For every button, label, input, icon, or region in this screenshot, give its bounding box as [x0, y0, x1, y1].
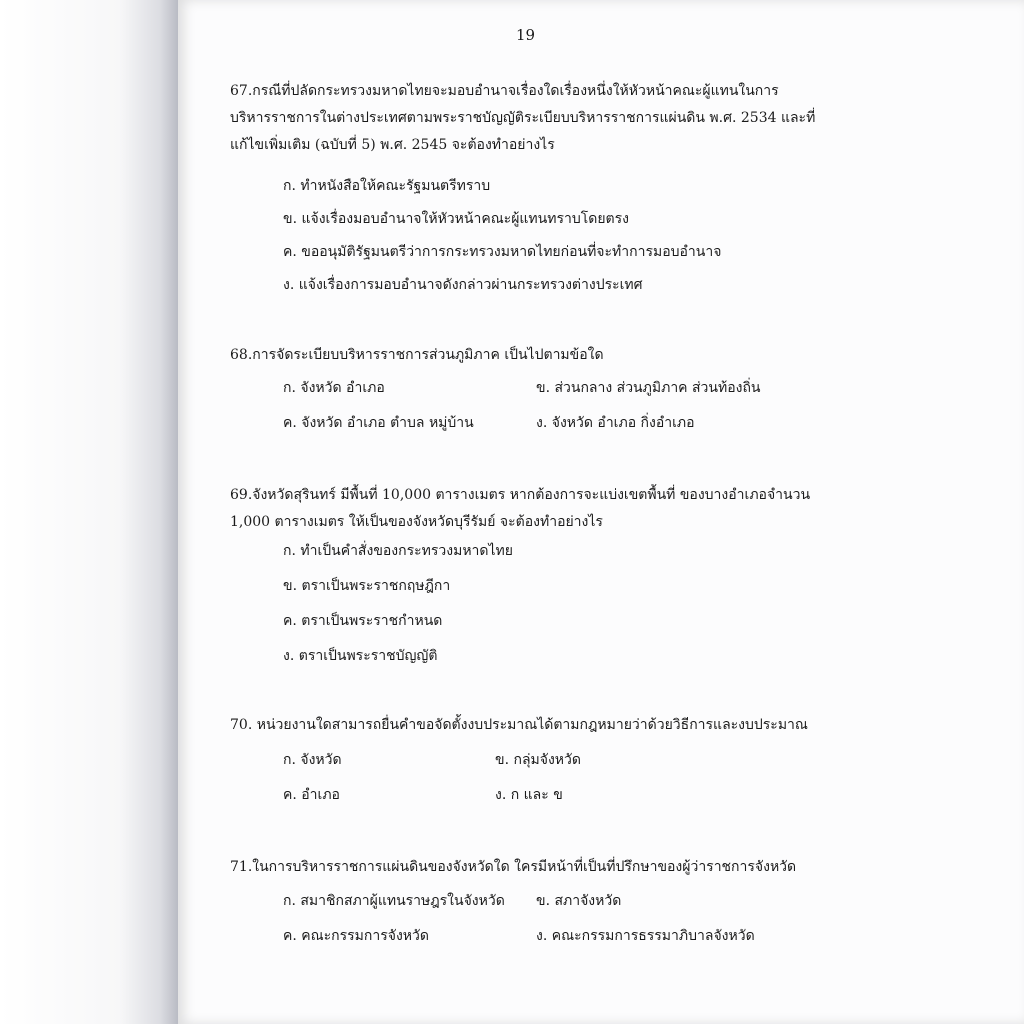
question-67-option-a: ก. ทำหนังสือให้คณะรัฐมนตรีทราบ	[283, 178, 491, 194]
question-68-option-b: ข. ส่วนกลาง ส่วนภูมิภาค ส่วนท้องถิ่น	[536, 380, 761, 396]
question-68-option-c: ค. จังหวัด อำเภอ ตำบล หมู่บ้าน	[283, 415, 474, 431]
question-71-option-d: ง. คณะกรรมการธรรมาภิบาลจังหวัด	[536, 928, 755, 944]
question-67-option-d: ง. แจ้งเรื่องการมอบอำนาจดังกล่าวผ่านกระทรวงต่างประเทศ	[283, 277, 643, 293]
question-68-option-a: ก. จังหวัด อำเภอ	[283, 380, 385, 396]
page-number: 19	[516, 26, 536, 44]
binding-shadow	[0, 0, 178, 1024]
question-70: 70. หน่วยงานใดสามารถยื่นคำขอจัดตั้งงบประมาณได้ตามกฎหมายว่าด้วยวิธีการและงบประมาณ	[230, 717, 808, 733]
question-70-option-b: ข. กลุ่มจังหวัด	[495, 752, 581, 768]
question-69-option-c: ค. ตราเป็นพระราชกำหนด	[283, 613, 443, 629]
question-69-option-b: ข. ตราเป็นพระราชกฤษฎีกา	[283, 578, 451, 594]
question-70-option-d: ง. ก และ ข	[495, 787, 563, 803]
question-71-option-b: ข. สภาจังหวัด	[536, 893, 622, 909]
question-69: 69.จังหวัดสุรินทร์ มีพื้นที่ 10,000 ตารางเมตร หากต้องการจะแบ่งเขตพื้นที่ ของบางอำเภอจำนวน 1,000 ตารางเมตร ให้เป็นของจังหวัดบุรีรัมย์ จะต้องทำอย่างไร	[230, 487, 811, 530]
question-67-option-b: ข. แจ้งเรื่องมอบอำนาจให้หัวหน้าคณะผู้แทนทราบโดยตรง	[283, 211, 629, 227]
question-69-option-d: ง. ตราเป็นพระราชบัญญัติ	[283, 648, 438, 664]
question-68-option-d: ง. จังหวัด อำเภอ กิ่งอำเภอ	[536, 415, 695, 431]
question-71-option-a: ก. สมาชิกสภาผู้แทนราษฎรในจังหวัด	[283, 893, 505, 909]
question-69-option-a: ก. ทำเป็นคำสั่งของกระทรวงมหาดไทย	[283, 543, 513, 559]
question-67: 67.กรณีที่ปลัดกระทรวงมหาดไทยจะมอบอำนาจเรื่องใดเรื่องหนึ่งให้หัวหน้าคณะผู้แทนในการ บริหารราชการในต่างประเทศตามพระราชบัญญัติระเบียบบริหารราชการแผ่นดิน พ.ศ. 2534 และที่ แก้ไขเพิ่มเติม (ฉบับที่ 5) พ.ศ. 2545 จะต้องทำอย่างไร	[230, 83, 816, 153]
question-67-option-c: ค. ขออนุมัติรัฐมนตรีว่าการกระทรวงมหาดไทยก่อนที่จะทำการมอบอำนาจ	[283, 244, 722, 260]
question-70-option-a: ก. จังหวัด	[283, 752, 342, 768]
question-70-option-c: ค. อำเภอ	[283, 787, 340, 803]
document-page	[178, 0, 1024, 1024]
question-71: 71.ในการบริหารราชการแผ่นดินของจังหวัดใด ใครมีหน้าที่เป็นที่ปรึกษาของผู้ว่าราชการจังหวัด	[230, 859, 797, 875]
question-68: 68.การจัดระเบียบบริหารราชการส่วนภูมิภาค เป็นไปตามข้อใด	[230, 347, 604, 363]
question-71-option-c: ค. คณะกรรมการจังหวัด	[283, 928, 429, 944]
